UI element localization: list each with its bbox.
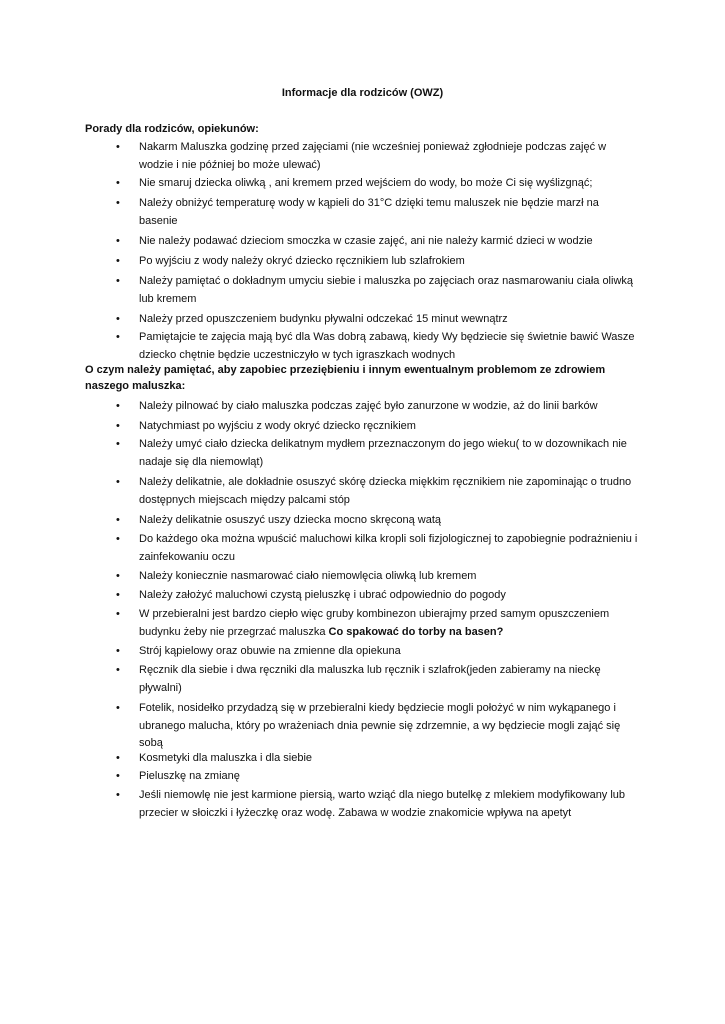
bullet-icon: • xyxy=(116,255,120,267)
bullet-icon: • xyxy=(116,608,120,620)
list-item: Należy przed opuszczeniem budynku pływalni odczekać 15 minut wewnątrz xyxy=(139,313,508,325)
list-item: Jeśli niemowlę nie jest karmione piersią, warto wziąć dla niego butelkę z mlekiem modyfikowany lub przecier w słoiczki i łyżeczkę oraz wodę. Zabawa w wodzie znakomicie wpływa na apetyt xyxy=(139,789,626,819)
list-item: Po wyjściu z wody należy okryć dziecko ręcznikiem lub szlafrokiem xyxy=(139,255,465,267)
section-heading-tips: Porady dla rodziców, opiekunów: xyxy=(85,123,259,135)
list-item: Fotelik, nosidełko przydadzą się w przebieralni kiedy będziecie mogli położyć w nim wykąpanego i ubranego malucha, który po wrażeniach dnia pewnie się zdrzemnie, a wy będziecie mogli zająć się sobą xyxy=(139,702,621,749)
bullet-icon: • xyxy=(116,645,120,657)
list-item: Należy pamiętać o dokładnym umyciu siebie i maluszka po zajęciach oraz nasmarowaniu ciała oliwką lub kremem xyxy=(139,275,634,305)
bullet-icon: • xyxy=(116,177,120,189)
list-item: Nie należy podawać dzieciom smoczka w czasie zajęć, ani nie należy karmić dzieci w wodzie xyxy=(139,235,593,247)
list-item: Nakarm Maluszka godzinę przed zajęciami (nie wcześniej ponieważ zgłodnieje podczas zajęć w wodzie i nie później bo może ulewać) xyxy=(139,141,607,171)
list-item: Należy założyć maluchowi czystą pieluszkę i ubrać odpowiednio do pogody xyxy=(139,589,506,601)
bullet-icon: • xyxy=(116,589,120,601)
list-item-text: W przebieralni jest bardzo ciepło więc gruby kombinezon ubierajmy przed samym opuszczeniem budynku żeby nie przegrzać maluszka xyxy=(139,608,610,638)
section-heading-health: O czym należy pamiętać, aby zapobiec przeziębieniu i innym ewentualnym problemom ze zdrowiem naszego maluszka: xyxy=(85,364,606,392)
bullet-icon: • xyxy=(116,789,120,801)
bullet-icon: • xyxy=(116,514,120,526)
list-item: Nie smaruj dziecka oliwką , ani kremem przed wejściem do wody, bo może Ci się wyślizgnąć; xyxy=(139,177,593,189)
bullet-icon: • xyxy=(116,235,120,247)
bullet-icon: • xyxy=(116,141,120,153)
list-item: Należy obniżyć temperaturę wody w kąpieli do 31°C dzięki temu maluszek nie będzie marzł na basenie xyxy=(139,197,599,227)
list-item-packing-heading xyxy=(139,606,639,641)
list-item: Należy delikatnie osuszyć uszy dziecka mocno skręconą watą xyxy=(139,514,442,526)
bullet-icon: • xyxy=(116,664,120,676)
list-item: Należy koniecznie nasmarować ciało niemowlęcia oliwką lub kremem xyxy=(139,570,477,582)
bullet-icon: • xyxy=(116,770,120,782)
page-title: Informacje dla rodziców (OWZ) xyxy=(281,87,444,99)
bullet-icon: • xyxy=(116,570,120,582)
list-item: Należy umyć ciało dziecka delikatnym mydłem przeznaczonym do jego wieku( to w dozownikach nie nadaje się dla niemowląt) xyxy=(139,438,627,468)
bullet-icon: • xyxy=(116,438,120,450)
bullet-icon: • xyxy=(116,752,120,764)
bullet-icon: • xyxy=(116,533,120,545)
bullet-icon: • xyxy=(116,476,120,488)
list-item: Pieluszkę na zmianę xyxy=(139,770,240,782)
bullet-icon: • xyxy=(116,275,120,287)
list-item: Kosmetyki dla maluszka i dla siebie xyxy=(139,752,313,764)
list-item: Do każdego oka można wpuścić maluchowi kilka kropli soli fizjologicznej to zapobiegnie podrażnieniu i zainfekowaniu oczu xyxy=(139,533,638,563)
bullet-icon: • xyxy=(116,400,120,412)
list-item: Pamiętajcie te zajęcia mają być dla Was dobrą zabawą, kiedy Wy będziecie się świetnie bawić Wasze dziecko chętnie będzie uczestniczyło w tych igraszkach wodnych xyxy=(139,331,635,361)
bullet-icon: • xyxy=(116,313,120,325)
bullet-icon: • xyxy=(116,420,120,432)
packing-heading: Co spakować do torby na basen? xyxy=(328,625,504,638)
list-item: Ręcznik dla siebie i dwa ręczniki dla maluszka lub ręcznik i szlafrok(jeden zabieramy na nieckę pływalni) xyxy=(139,664,601,694)
list-item: Należy pilnować by ciało maluszka podczas zajęć było zanurzone w wodzie, aż do linii barków xyxy=(139,400,598,412)
list-item: Strój kąpielowy oraz obuwie na zmienne dla opiekuna xyxy=(139,645,401,657)
list-item: Należy delikatnie, ale dokładnie osuszyć skórę dziecka miękkim ręcznikiem nie zapominając o trudno dostępnych miejscach między palcami stóp xyxy=(139,476,632,506)
bullet-icon: • xyxy=(116,331,120,343)
list-item: Natychmiast po wyjściu z wody okryć dziecko ręcznikiem xyxy=(139,420,416,432)
bullet-icon: • xyxy=(116,197,120,209)
bullet-icon: • xyxy=(116,702,120,714)
